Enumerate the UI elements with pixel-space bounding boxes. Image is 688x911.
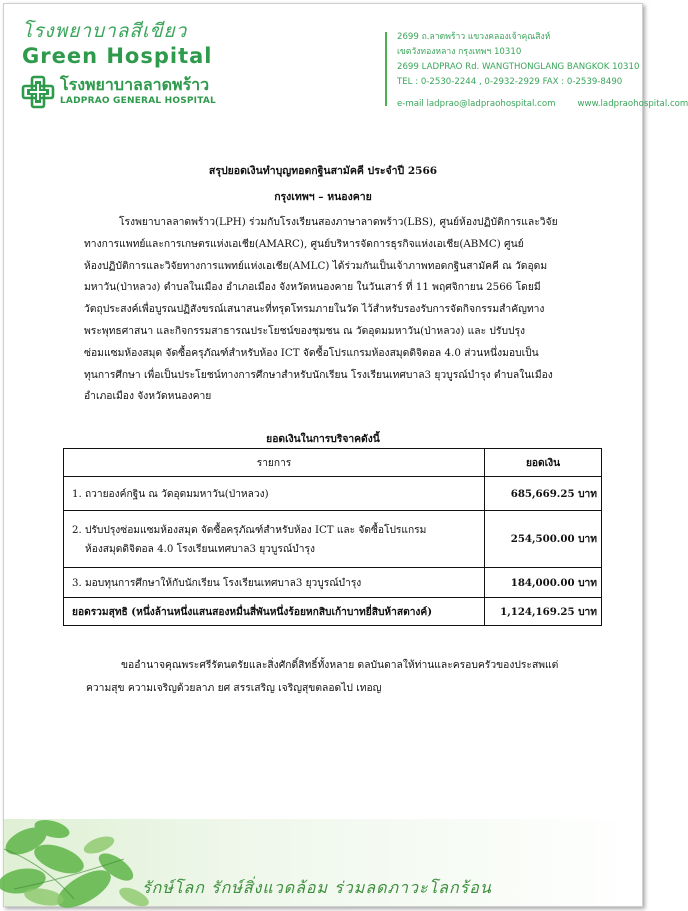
hospital-logo (18, 14, 218, 114)
paragraph-line: วัตถุประสงค์เพื่อบูรณปฏิสังขรณ์เสนาสนะที่ทรุดโทรมภายในวัด ไว้สำหรับรองรับการจัดกิจกรรมสำคัญทาง (84, 303, 545, 316)
paragraph-line: มหาวัน(ป่าหลวง) ตำบลในเมือง อำเภอเมือง จังหวัดหนองคาย ในวันเสาร์ ที่ 11 พฤศจิกายน 2566 โดยมี (84, 281, 541, 294)
table-row (64, 511, 602, 568)
phone-fax: TEL : 0-2530-2244 , 0-2932-2929 FAX : 0-2539-8490 (397, 77, 623, 87)
header-amount: ยอดเงิน (485, 449, 602, 477)
paragraph-line: โรงพยาบาลลาดพร้าว(LPH) ร่วมกับโรงเรียนสองภาษาลาดพร้าว(LBS), ศูนย์ห้องปฏิบัติการและวิจัย (119, 216, 558, 228)
table-header-row (64, 449, 602, 477)
closing-line: ขออำนาจคุณพระศรีรัตนตรัยและสิ่งศักดิ์สิทธิ์ทั้งหลาย ดลบันดาลให้ท่านและครอบครัวของประสพแต่ (121, 659, 559, 671)
document-subtitle: กรุงเทพฯ – หนองคาย (274, 191, 372, 203)
header-item: รายการ (64, 449, 485, 477)
ladprao-english-name: LADPRAO GENERAL HOSPITAL (60, 96, 216, 106)
row-amount: 685,669.25 บาท (485, 477, 602, 511)
web-row (397, 97, 688, 112)
row-amount: 184,000.00 บาท (485, 568, 602, 598)
body-paragraph (84, 212, 580, 408)
address-thai-line-1: 2699 ถ.ลาดพร้าว แขวงคลองเจ้าคุณสิงห์ (397, 32, 551, 42)
email-link[interactable]: e-mail ladprao@ladpraohospital.com (397, 99, 556, 109)
paragraph-line: ทางการแพทย์และการเกษตรแห่งเอเชีย(AMARC), ศูนย์บริหารจัดการธุรกิจแห่งเอเชีย(ABMC) ศูนย์ (84, 237, 524, 250)
paragraph-line: ห้องปฏิบัติการและวิจัยทางการแพทย์แห่งเอเชีย(AMLC) ได้ร่วมกันเป็นเจ้าภาพทอดกฐินสามัคคี ณ วัดอุดม (84, 259, 548, 272)
donation-table (63, 448, 602, 626)
row-amount: 254,500.00 บาท (485, 511, 602, 568)
table-row (64, 568, 602, 598)
paragraph-line: ทุนการศึกษา เพื่อเป็นประโยชน์ทางการศึกษาสำหรับนักเรียน โรงเรียนเทศบาล3 ยุวบูรณ์บำรุง ตำบลในเมือง (84, 368, 553, 381)
website-link[interactable]: www.ladpraohospital.com (577, 99, 688, 109)
thai-script-logo: โรงพยาบาลสีเขียว (22, 20, 188, 42)
closing-paragraph (86, 654, 586, 700)
footer-slogan: รักษ์โลก รักษ์สิ่งแวดล้อม ร่วมลดภาวะโลกร้อน (142, 878, 492, 897)
row-description: 1. ถวายองค์กฐิน ณ วัดอุดมมหาวัน(ป่าหลวง) (64, 477, 485, 511)
contact-block (397, 30, 688, 112)
row-description: 3. มอบทุนการศึกษาให้กับนักเรียน โรงเรียนเทศบาล3 ยุวบูรณ์บำรุง (64, 568, 485, 598)
table-caption: ยอดเงินในการบริจาคดังนี้ (266, 433, 380, 445)
table-total-row (64, 598, 602, 626)
paragraph-line: พระพุทธศาสนา และกิจกรรมสาธารณประโยชน์ของชุมชน ณ วัดอุดมมหาวัน(ป่าหลวง) และ ปรับปรุง (84, 324, 526, 337)
address-english: 2699 LADPRAO Rd. WANGTHONGLANG BANGKOK 10310 (397, 62, 640, 72)
header-divider (385, 32, 387, 106)
paragraph-line: ซ่อมแซมห้องสมุด จัดซื้อครุภัณฑ์สำหรับห้อง ICT จัดซื้อโปรแกรมห้องสมุดดิจิตอล 4.0 ส่วนหนึ่งมอบเป็น (84, 346, 539, 359)
letter-page (3, 3, 688, 907)
document-title: สรุปยอดเงินทำบุญทอดกฐินสามัคคี ประจำปี 2566 (208, 165, 438, 177)
hospital-cross-icon (21, 75, 55, 109)
paragraph-line: อำเภอเมือง จังหวัดหนองคาย (84, 390, 212, 403)
total-amount: 1,124,169.25 บาท (485, 598, 602, 626)
closing-line: ความสุข ความเจริญด้วยลาภ ยศ สรรเสริญ เจริญสุขตลอดไป เทอญ (86, 682, 382, 694)
address-thai-line-2: เขตวังทองหลาง กรุงเทพฯ 10310 (397, 47, 522, 57)
ladprao-thai-name: โรงพยาบาลลาดพร้าว (60, 75, 210, 94)
row-description: 2. ปรับปรุงซ่อมแซมห้องสมุด จัดซื้อครุภัณฑ์สำหรับห้อง ICT และ จัดซื้อโปรแกรม ห้องสมุดดิจิตอล 4.0 โรงเรียนเทศบาล3 ยุวบูรณ์บำรุง (64, 511, 485, 568)
table-row (64, 477, 602, 511)
green-hospital-title: Green Hospital (22, 44, 213, 68)
total-label: ยอดรวมสุทธิ (หนึ่งล้านหนึ่งแสนสองหมื่นสี่พันหนึ่งร้อยหกสิบเก้าบาทยี่สิบห้าสตางค์) (64, 598, 485, 626)
